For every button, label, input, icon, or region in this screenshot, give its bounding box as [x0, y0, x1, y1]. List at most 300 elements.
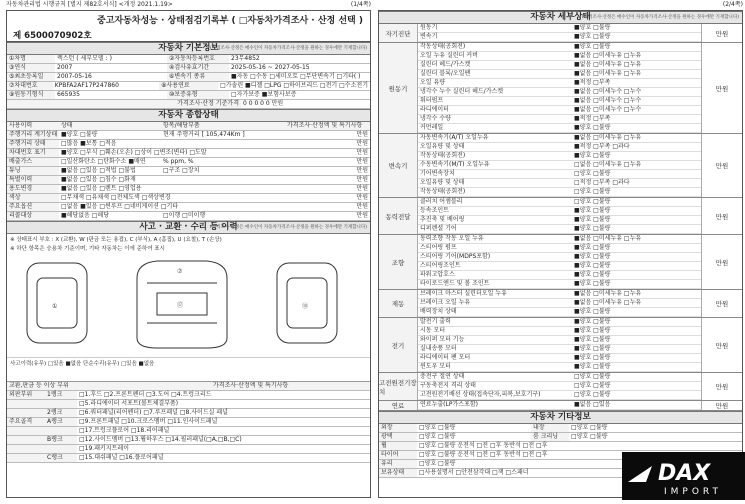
- summary-cell: □무채색 □유채색 □전체도색 □색상변경: [61, 194, 171, 201]
- exchange-part-cell: □19.패키지트레이: [79, 445, 129, 452]
- exchange-part-row: [7, 436, 370, 445]
- detail-item: 오일유량 및 상태: [420, 179, 465, 186]
- exchange-part-cell: [7, 400, 45, 408]
- detail-row: [418, 52, 701, 61]
- detail-row: [418, 391, 701, 400]
- summary-cell: □많음 ■보통 □적음: [61, 140, 117, 147]
- basic-info-cell: ③연식: [7, 64, 55, 72]
- detail-item: 냉각수 누수 실린더 헤드/가스켓: [420, 88, 504, 95]
- basic-info-cell: 665935: [57, 91, 80, 98]
- detail-status: ■없음 □미세누유 □누유: [574, 70, 642, 77]
- basic-info-row: [7, 73, 370, 82]
- detail-row: [418, 106, 701, 115]
- summary-cell: 만원: [356, 131, 368, 138]
- summary-table: [7, 131, 370, 221]
- exchange-part-cell: [7, 427, 45, 435]
- basic-info-cell: ②자동차등록번호: [167, 55, 229, 63]
- page-number: (1/4쪽): [350, 1, 371, 8]
- detail-title: 자동차 세부상태: [530, 12, 591, 22]
- detail-item: 라디에이터 팬 모터: [420, 354, 471, 361]
- detail-row: [418, 179, 701, 188]
- other-info-cell: □양호 □불량: [419, 460, 456, 467]
- detail-row: [418, 170, 701, 179]
- accident-legend: ※ 상태표시 부호 : X (교환), W (판금 또는 용접), C (부식), A (흠집), U (요철), T (손상): [10, 237, 222, 243]
- basic-info-cell: ■자동 □수동 □세미오토 □무단변속기 □기타( ): [231, 73, 361, 80]
- detail-item: 브레이크 오일 누유: [420, 299, 471, 306]
- detail-group-rows: [418, 24, 701, 42]
- detail-item: 파워고압호스: [420, 271, 455, 278]
- detail-row: [418, 24, 701, 33]
- exchange-part-cell: [45, 427, 77, 435]
- detail-row: [418, 124, 701, 133]
- detail-item: 스티어링 펌프: [420, 244, 457, 251]
- detail-group-label: 고전원전기장치: [379, 373, 418, 400]
- summary-cell: 현재 주행거리 [ 105,474Km ]: [163, 131, 245, 138]
- exchange-part-row: [7, 418, 370, 427]
- logo-text: DAX: [658, 461, 711, 486]
- page-header: [6, 0, 371, 10]
- basic-info-row: [7, 91, 370, 100]
- document-number: 제 6500070902호: [13, 31, 92, 41]
- summary-row: [7, 167, 370, 176]
- detail-row: [418, 382, 701, 391]
- detail-status: ■적정 □부족 □과다: [574, 143, 630, 150]
- detail-status: □적정 □부족 □과다: [574, 179, 630, 186]
- detail-item: 냉각수 수량: [420, 115, 451, 122]
- detail-item: 변속기: [420, 33, 438, 40]
- summary-cell: 만원: [356, 167, 368, 174]
- detail-status: ■없음 □미세누유 □누유: [574, 52, 642, 59]
- detail-group-rows: [418, 401, 701, 410]
- summary-title: 자동차 종합상태: [158, 110, 219, 120]
- detail-groups: [379, 24, 742, 411]
- summary-cell: 특별이력: [7, 176, 59, 184]
- detail-row: [418, 188, 701, 197]
- exchange-part-cell: C랭크: [45, 454, 77, 462]
- detail-row: [418, 152, 701, 161]
- basic-info-cell: □가솔린 ■디젤 □LPG □하이브리드 □전기 □수소전기: [220, 82, 368, 89]
- other-info-cell: □사용설명서 □안전삼각대 □잭 □스패너: [419, 469, 529, 476]
- detail-status: ■양호 □불량: [574, 33, 611, 40]
- detail-row: [418, 207, 701, 216]
- detail-item: 연료누출(LP가스포함): [420, 401, 479, 408]
- svg-text:⑰: ⑰: [177, 302, 184, 309]
- summary-row: [7, 203, 370, 212]
- detail-item: 스티어링 기어(MDPS포함): [420, 253, 491, 260]
- summary-cell: 주행거리 상태: [7, 140, 59, 148]
- summary-cell: 만원: [356, 176, 368, 183]
- detail-row: [418, 373, 701, 382]
- detail-row: [418, 225, 701, 234]
- detail-row: [418, 318, 701, 327]
- detail-status: ■양호 □불량: [574, 207, 611, 214]
- detail-group-label: 원동기: [379, 43, 418, 133]
- form-frame: [6, 10, 371, 498]
- logo-subtext: IMPORT: [664, 487, 723, 497]
- basic-info-cell: 2007-05-16: [57, 73, 92, 80]
- detail-row: [418, 327, 701, 336]
- summary-cell: 만원: [356, 158, 368, 165]
- basic-info-title: 자동차 기본정보: [158, 43, 219, 53]
- summary-cell: ■없음 □있음 □적법 □불법: [61, 167, 136, 174]
- other-info-row: [379, 424, 742, 433]
- detail-row: [418, 88, 701, 97]
- exchange-part-cell: 외판부위: [7, 391, 45, 399]
- detail-status: ■적정 □부족: [574, 115, 611, 122]
- detail-group: [379, 24, 742, 43]
- detail-status: ■양호 □불량: [574, 152, 611, 159]
- exchange-part-cell: 주요골격: [7, 418, 45, 426]
- summary-col-item: 항목/해당부품: [163, 122, 200, 129]
- summary-row: [7, 212, 370, 221]
- car-damage-diagram: [7, 253, 370, 382]
- logo-swoosh-icon: [628, 466, 652, 482]
- detail-status: ■양호 □불량: [574, 308, 611, 315]
- summary-cell: [161, 203, 285, 211]
- detail-status: □양호 □불량: [574, 170, 611, 177]
- detail-group: [379, 290, 742, 318]
- summary-cell: 만원: [356, 203, 368, 210]
- detail-group-label: 변속기: [379, 134, 418, 197]
- detail-item: 스티어링조인트: [420, 262, 461, 269]
- price-basis-value: 0 0 0 0 0 만원: [243, 100, 284, 107]
- summary-cell: [161, 194, 285, 202]
- detail-row: [418, 33, 701, 42]
- detail-status: ■양호 □불량: [574, 354, 611, 361]
- basic-info-cell: ⑩보증유형: [167, 91, 229, 99]
- basic-info-cell: 2007: [57, 64, 73, 71]
- basic-info-row: [7, 55, 370, 64]
- detail-status: ■양호 □불량: [574, 43, 611, 50]
- detail-status: □양호 □불량: [574, 188, 611, 195]
- detail-status: ■양호 □불량: [574, 363, 611, 370]
- detail-status: ■없음 □미세누수 □누수: [574, 106, 642, 113]
- detail-item: 실내송풍 모터: [420, 345, 457, 352]
- summary-cell: 배출가스: [7, 158, 59, 166]
- detail-item: 배력장치 상태: [420, 308, 457, 315]
- exchange-part-row: [7, 445, 370, 454]
- exchange-part-cell: □5.라디에이터 서포트(볼트체결부품): [79, 400, 179, 407]
- summary-cell: ■없음 □있음 □렌트 □영업용: [61, 185, 142, 192]
- detail-item: 타이로드엔드 및 볼 조인트: [420, 280, 490, 287]
- detail-row: [418, 363, 701, 372]
- summary-cell: [161, 185, 285, 193]
- summary-row: [7, 185, 370, 194]
- detail-group-price: 만원: [701, 134, 742, 197]
- basic-info-note: (가격조사·산정은 매수인이 자동차가격조사·산정을 원하는 경우에만 기재합니다): [210, 46, 367, 51]
- summary-col-usage: 사용이력: [9, 122, 33, 129]
- exchange-part-cell: □12.사이드멤버 □13.휠하우스 □14.필러패널(□A,□B,□C): [79, 436, 242, 443]
- detail-group-price: 만원: [701, 373, 742, 400]
- other-info-cell: 외장: [379, 424, 417, 432]
- detail-item: 기어변속장치: [420, 170, 455, 177]
- other-info-cell: 보유상태: [379, 469, 417, 477]
- exchange-part-cell: □17.트렁크플로어 □18.리어패널: [79, 427, 170, 434]
- detail-status: ■양호 □불량: [574, 280, 611, 287]
- exchange-parts-table: [7, 391, 370, 463]
- basic-info-row: [7, 82, 370, 91]
- exchange-header-row: [7, 382, 370, 391]
- summary-col-price: 가격조사·산정액 및 특기사항: [287, 122, 363, 129]
- detail-status: ■없음 □미세누유 □누유: [574, 290, 642, 297]
- other-info-header: [379, 411, 742, 424]
- detail-status: ■없음 □미세누수 □누수: [574, 88, 642, 95]
- detail-status: □양호 □불량: [574, 391, 611, 398]
- other-info-cell: □양호 □불량 운전석 □전 □후 동반석 □전 □후: [419, 442, 548, 449]
- summary-row: [7, 176, 370, 185]
- basic-info-cell: ⑧사용연료: [159, 82, 218, 90]
- exchange-part-cell: [45, 400, 77, 408]
- exchange-part-cell: □6.쿼터패널(리어펜더) □7.루프패널 □8.사이드실 패널: [79, 409, 228, 416]
- summary-cell: 주요옵션: [7, 203, 59, 211]
- detail-item: 시동 모터: [420, 327, 446, 334]
- summary-cell: 만원: [356, 212, 368, 219]
- exchange-part-row: [7, 409, 370, 418]
- form-title: 중고자동차성능 · 상태점검기록부 ( □자동차가격조사 · 산정 선택 ): [97, 16, 363, 26]
- summary-row: [7, 149, 370, 158]
- dax-logo-graphic: [622, 452, 745, 500]
- basic-info-cell: 2025-05-16 ~ 2027-05-15: [231, 64, 310, 71]
- detail-note: (가격조사·산정은 매수인이 자동차가격조사·산정을 원하는 경우에만 기재합니다): [582, 15, 739, 20]
- detail-group-rows: [418, 235, 701, 289]
- other-info-title: 자동차 기타정보: [530, 412, 591, 422]
- summary-cell: [161, 140, 285, 148]
- detail-row: [418, 271, 701, 280]
- page-1: [6, 0, 371, 500]
- detail-row: [418, 299, 701, 308]
- exchange-part-row: [7, 454, 370, 463]
- detail-item: 실린더 헤드/가스켓: [420, 61, 471, 68]
- detail-group: [379, 43, 742, 134]
- detail-row: [418, 354, 701, 363]
- basic-info-cell: ①차명: [7, 55, 55, 63]
- basic-info-table: [7, 55, 370, 100]
- summary-row: [7, 158, 370, 167]
- detail-group-label: 연료: [379, 401, 418, 410]
- summary-cell: 주행거리 계기상태: [9, 131, 58, 138]
- detail-item: 오일 누유 실린더 커버: [420, 52, 478, 59]
- detail-status: ■양호 □불량: [574, 327, 611, 334]
- basic-info-cell: ⑦차대번호: [7, 82, 53, 90]
- detail-row: [418, 216, 701, 225]
- other-info-cell: □양호 □불량: [571, 424, 608, 431]
- detail-row: [418, 401, 701, 410]
- detail-group-price: 만원: [701, 290, 742, 317]
- exchange-part-cell: □15.대쉬패널 □16.플로어패널: [79, 454, 164, 461]
- summary-cell: 용도변경: [7, 185, 59, 193]
- detail-item: 수동변속기(M/T) 오일누유: [420, 161, 490, 168]
- detail-row: [418, 115, 701, 124]
- detail-status: ■양호 □불량: [574, 225, 611, 232]
- detail-group-rows: [418, 318, 701, 372]
- basic-info-header: [7, 42, 370, 55]
- summary-cell: 만원: [356, 140, 368, 147]
- detail-item: 클러치 어셈블리: [420, 198, 463, 205]
- detail-group: [379, 198, 742, 235]
- summary-cell: [161, 149, 285, 157]
- other-info-cell: 광택: [379, 433, 417, 441]
- summary-cell: 만원: [356, 149, 368, 156]
- other-info-cell: □양호 □불량: [419, 424, 456, 431]
- detail-item: 실린더 블록/오일팬: [420, 70, 471, 77]
- form-reference: 자동차관리법 시행규칙 [별지 제82호서식] <개정 2021.1.19>: [6, 1, 173, 8]
- detail-status: ■양호 □불량: [574, 318, 611, 325]
- detail-item: 동력조향 작동 오일 누유: [420, 235, 484, 242]
- basic-info-cell: 렉스턴 ( 세부모델 : ): [57, 55, 112, 62]
- detail-group-price: 만원: [701, 24, 742, 42]
- car-outline-diagram: [7, 253, 370, 353]
- detail-item: 고전원전기배선 상태(접속단자,피복,보호기구): [420, 391, 541, 398]
- exchange-part-cell: B랭크: [45, 436, 77, 444]
- detail-item: 구동축전지 격리 상태: [420, 382, 476, 389]
- summary-row: [7, 140, 370, 149]
- detail-group-price: 만원: [701, 235, 742, 289]
- accident-note: (가격조사·산정은 매수인이 자동차가격조사·산정을 원하는 경우에만 기재합니다): [210, 225, 367, 230]
- detail-item: 충전구 절연 상태: [420, 373, 465, 380]
- detail-group-rows: [418, 373, 701, 400]
- detail-frame: [378, 10, 743, 498]
- exchange-part-cell: □1.후드 □2.프론트펜더 □3.도어 □4.트렁크리드: [79, 391, 212, 398]
- detail-item: 작동상태(공회전): [420, 43, 466, 50]
- detail-row: [418, 262, 701, 271]
- accident-history-row: 사고이력(유무) □있음 ■없음 단순수리(유무) □있음 ■없음: [7, 357, 370, 368]
- detail-item: 오일유량 및 상태: [420, 143, 465, 150]
- detail-row: [418, 79, 701, 88]
- detail-status: ■없음 □미세누유 □누유: [574, 61, 642, 68]
- other-info-cell: 휠: [379, 442, 417, 450]
- basic-info-cell: 23무4852: [231, 55, 260, 62]
- other-info-cell: □양호 □불량 운전석 □전 □후 동반석 □전 □후: [419, 451, 548, 458]
- detail-status: ■양호 □불량: [574, 336, 611, 343]
- detail-status: ■양호 □불량: [574, 216, 611, 223]
- detail-item: 윈도우 모터: [420, 363, 451, 370]
- svg-text:①: ①: [52, 303, 58, 310]
- other-info-row: [379, 433, 742, 442]
- detail-row: [418, 61, 701, 70]
- detail-group: [379, 373, 742, 401]
- detail-group-label: 제동: [379, 290, 418, 317]
- basic-info-cell: ④검사유효기간: [167, 64, 229, 72]
- summary-columns: [7, 122, 370, 131]
- page-2: [378, 0, 743, 500]
- summary-cell: ■양호 □불량: [61, 131, 98, 138]
- detail-group-price: 만원: [701, 318, 742, 372]
- detail-group-label: 조향: [379, 235, 418, 289]
- detail-status: ■없음 □미세누수 □누수: [574, 97, 642, 104]
- exchange-price-col: 가격조사·산정액 및 특기사항: [213, 382, 289, 389]
- detail-row: [418, 134, 701, 143]
- detail-status: ■없음 □미세누유 □누유: [574, 299, 642, 306]
- detail-header: [379, 11, 742, 24]
- summary-cell: 리콜대상: [7, 212, 59, 220]
- summary-cell: 튜닝: [7, 167, 59, 175]
- detail-item: 디퍼렌셜 기어: [420, 225, 457, 232]
- detail-status: □양호 □불량: [574, 382, 611, 389]
- exchange-part-cell: □9.프론트패널 □10.크로스멤버 □11.인사이드패널: [79, 418, 218, 425]
- summary-cell: 만원: [356, 185, 368, 192]
- summary-row: [7, 131, 370, 140]
- exchange-title: 교환,판금 등 이상 부위: [9, 382, 69, 389]
- detail-item: 브레이크 마스터 실린더오일 누유: [420, 290, 507, 297]
- detail-item: 작동상태(공회전): [420, 188, 466, 195]
- page-header-right: [378, 0, 743, 10]
- summary-col-status: 상태: [61, 122, 73, 129]
- basic-info-cell: ⑨원동기형식: [7, 91, 55, 99]
- detail-group: [379, 235, 742, 290]
- summary-cell: [161, 176, 285, 184]
- exchange-part-cell: [7, 409, 45, 417]
- detail-status: ■없음 □미세누유 □누유: [574, 134, 642, 141]
- detail-status: ■양호 □불량: [574, 24, 611, 31]
- detail-group-price: 만원: [701, 401, 742, 410]
- detail-status: ■양호 □불량: [574, 262, 611, 269]
- summary-row: [7, 194, 370, 203]
- detail-group-price: 만원: [701, 43, 742, 133]
- detail-row: [418, 143, 701, 152]
- detail-row: [418, 336, 701, 345]
- detail-item: 워터펌프: [420, 97, 444, 104]
- detail-status: ■양호 □불량: [574, 271, 611, 278]
- exchange-part-cell: [7, 445, 45, 453]
- detail-status: □양호 □불량: [574, 198, 611, 205]
- detail-status: □양호 □불량: [574, 373, 611, 380]
- exchange-part-cell: [45, 445, 77, 453]
- other-info-cell: □양호 □불량: [571, 433, 608, 440]
- basic-info-row: [7, 64, 370, 73]
- other-info-cell: 내장: [531, 424, 569, 432]
- accident-title: 사고 · 교환 · 수리 등 이력: [139, 222, 238, 232]
- other-info-cell: □양호 □불량: [419, 433, 456, 440]
- detail-item: 오일 유량: [420, 79, 446, 86]
- other-info-cell: 타이어: [379, 451, 417, 459]
- accident-legend-2: ※ 하단 항목은 승용차 기준이며, 기타 자동차는 이에 준하여 표시: [10, 246, 165, 252]
- detail-row: [418, 161, 701, 170]
- detail-item: 작동상태(공회전): [420, 152, 466, 159]
- other-info-cell: 룸 크리닝: [531, 433, 569, 441]
- detail-item: 원동기: [420, 24, 438, 31]
- detail-group: [379, 401, 742, 411]
- detail-item: 발전기 출력: [420, 318, 451, 325]
- detail-group-label: 자기진단: [379, 24, 418, 42]
- summary-cell: 색상: [7, 194, 59, 202]
- detail-item: 와이퍼 모터 기능: [420, 336, 465, 343]
- detail-group-rows: [418, 198, 701, 234]
- detail-group-rows: [418, 290, 701, 317]
- exchange-part-cell: A랭크: [45, 418, 77, 426]
- page-number-right: (2/4쪽): [722, 1, 743, 8]
- detail-row: [418, 345, 701, 354]
- summary-cell: □구조 □장치: [163, 167, 200, 174]
- detail-status: ■없음 □있음: [574, 401, 611, 408]
- svg-text:⑱: ⑱: [302, 303, 309, 310]
- detail-item: 라디에이터: [420, 106, 449, 113]
- detail-group: [379, 318, 742, 373]
- detail-status: ■없음 □미세누유 □누유: [574, 235, 642, 242]
- exchange-part-cell: [7, 436, 45, 444]
- form-title-block: [7, 11, 370, 42]
- detail-group-price: 만원: [701, 198, 742, 234]
- detail-row: [418, 280, 701, 289]
- summary-cell: % ppm, %: [163, 158, 194, 165]
- basic-info-cell: KPBFA2AF17P247860: [54, 82, 119, 89]
- detail-group-rows: [418, 134, 701, 197]
- detail-row: [418, 290, 701, 299]
- detail-row: [418, 97, 701, 106]
- detail-group-label: 전기: [379, 318, 418, 372]
- detail-status: ■양호 □불량: [574, 345, 611, 352]
- summary-cell: □일산화탄소 □탄화수소 ■매연: [61, 158, 146, 165]
- exchange-part-cell: [7, 454, 45, 462]
